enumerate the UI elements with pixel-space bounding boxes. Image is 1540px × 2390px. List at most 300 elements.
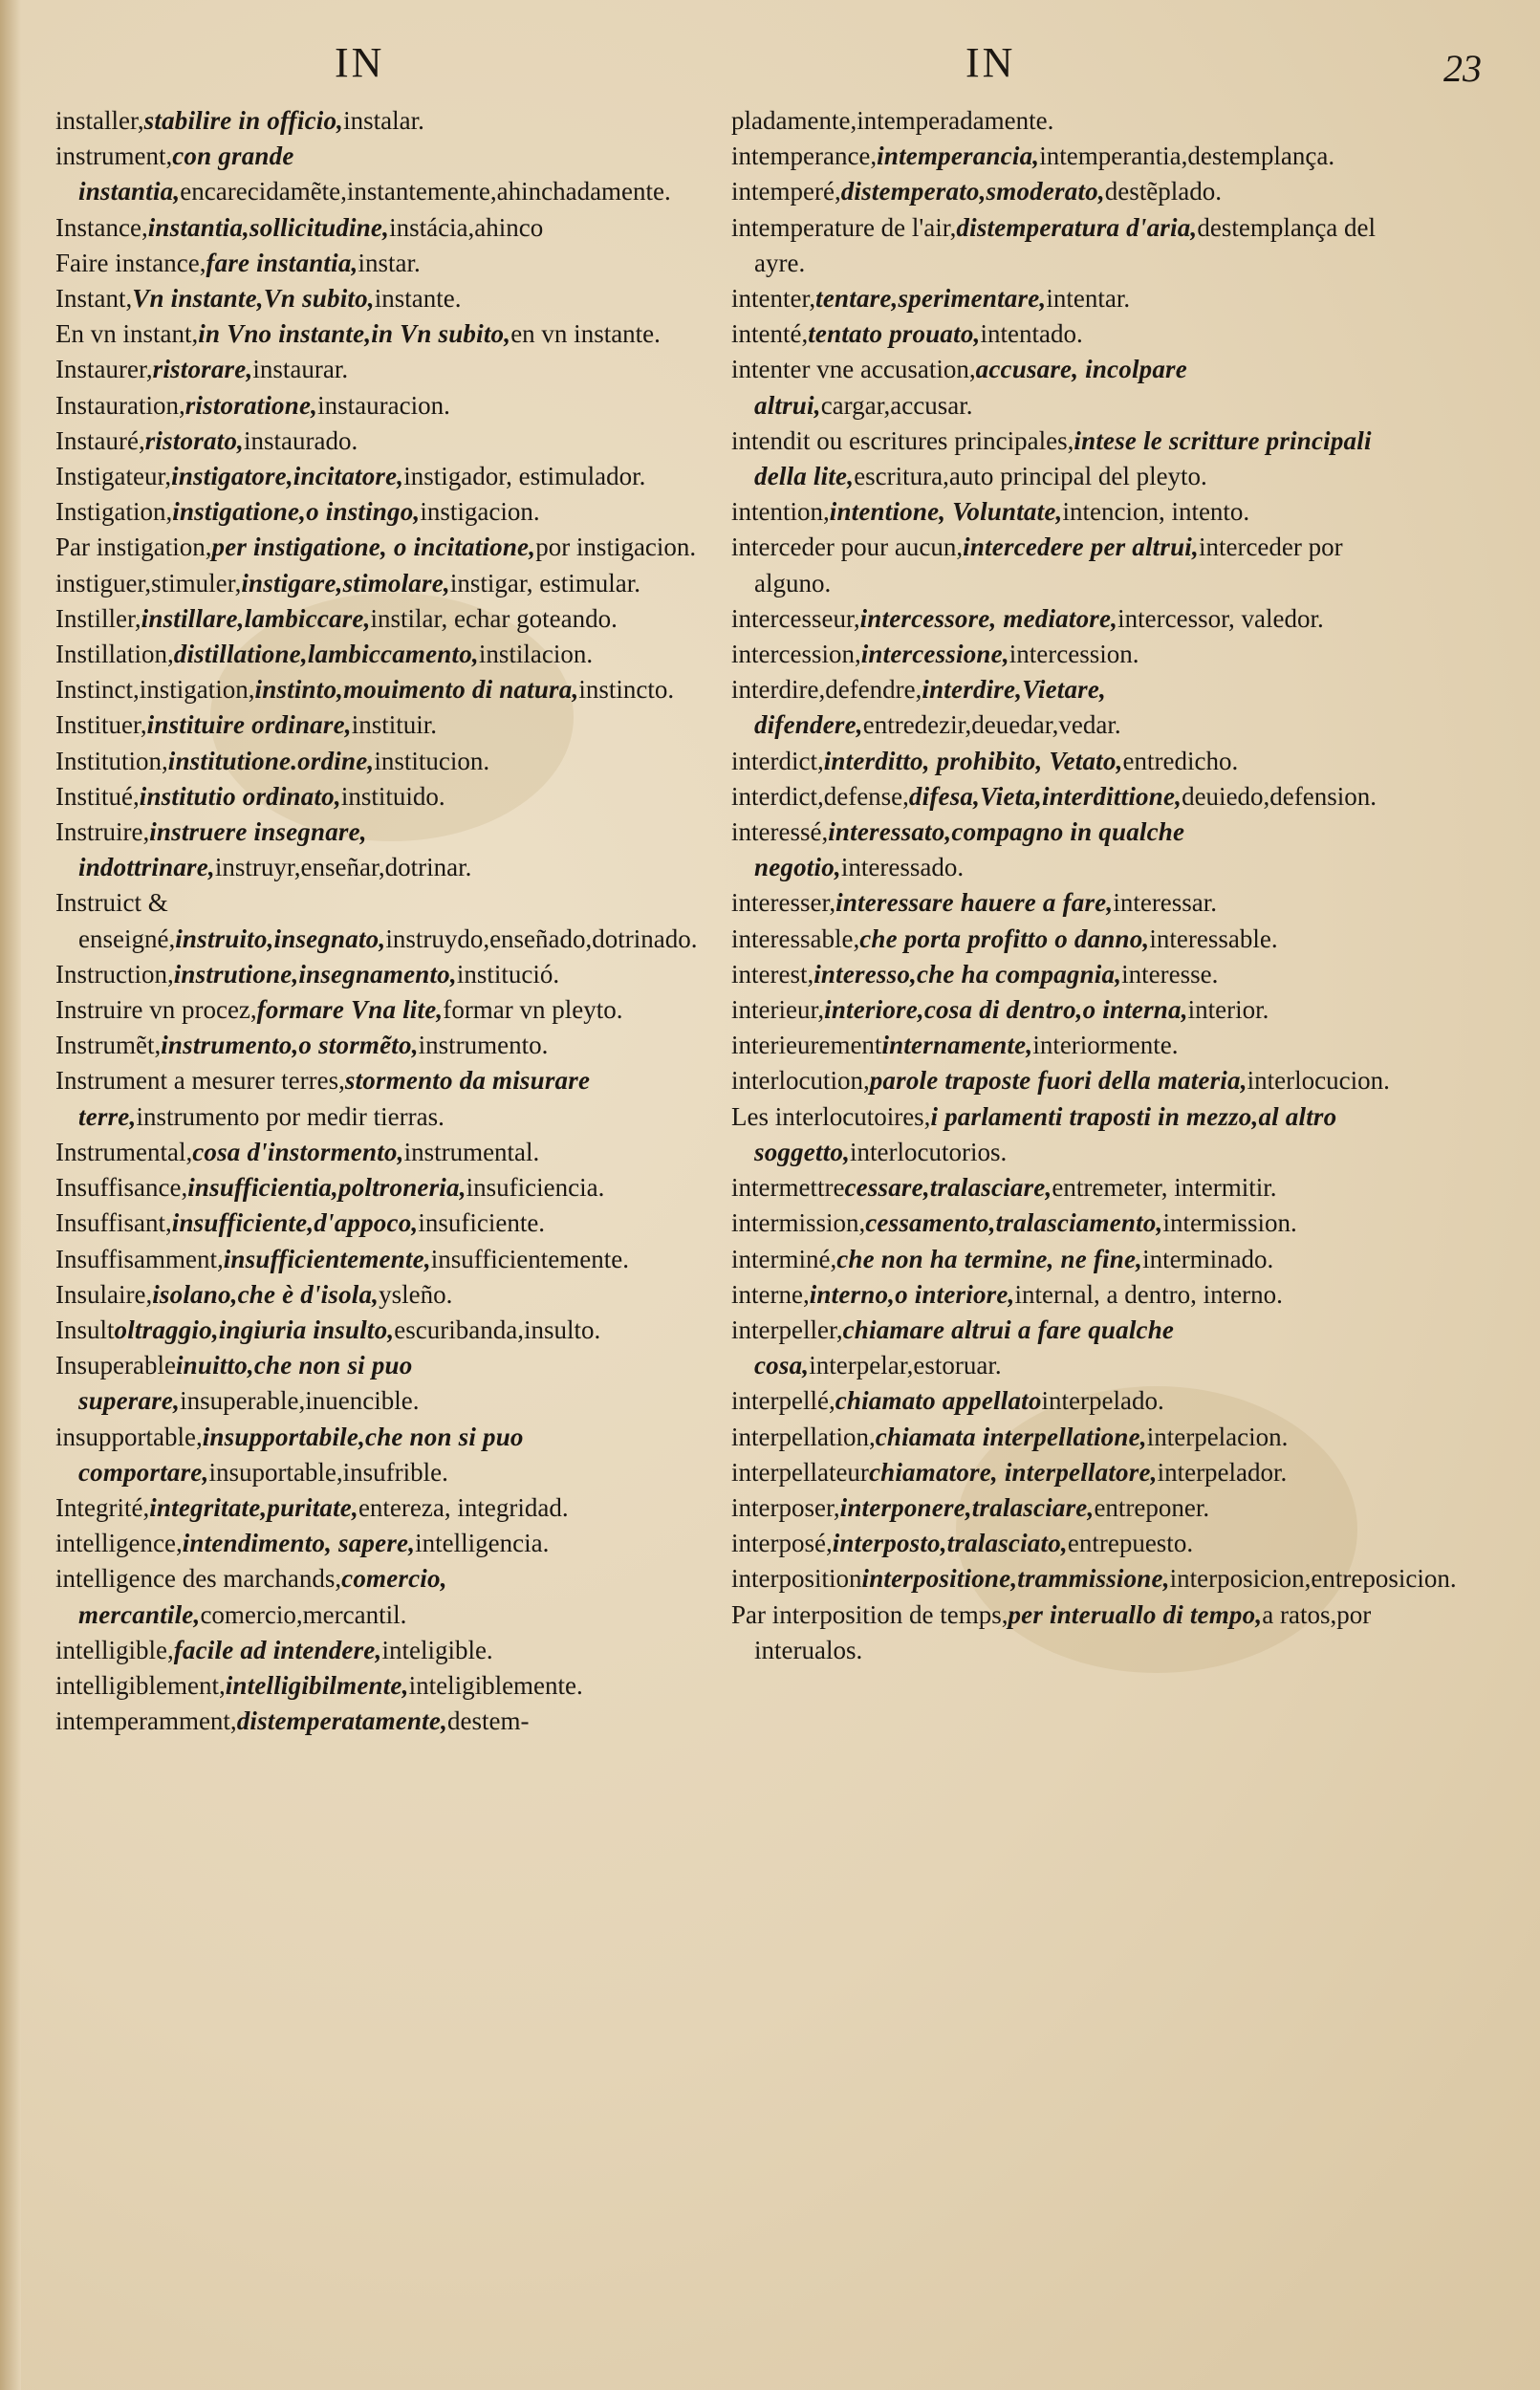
- dictionary-entry: [731, 637, 1391, 672]
- dictionary-entry: [55, 957, 725, 992]
- entry-spanish-gloss: interminado.: [1142, 1244, 1274, 1273]
- entry-spanish-gloss: a ratos,por interualos.: [754, 1599, 1372, 1664]
- entry-headword: interpeller,: [731, 1314, 843, 1344]
- dictionary-entry: [55, 779, 725, 815]
- dictionary-entry: [731, 1597, 1391, 1668]
- dictionary-entry: [731, 815, 1391, 885]
- entry-italian-gloss: parole traposte fuori della materia,: [869, 1066, 1247, 1096]
- entry-italian-gloss: interessare hauere a fare,: [835, 888, 1114, 918]
- dictionary-entry: [55, 139, 725, 209]
- entry-italian-gloss: distemperato,smoderato,: [840, 177, 1105, 206]
- entry-headword: Instigateur,: [55, 462, 172, 491]
- entry-italian-gloss: chiamare altrui a fare qualche cosa,: [754, 1314, 1175, 1380]
- dictionary-entry: [55, 1420, 725, 1490]
- entry-spanish-gloss: intemperantia,destemplança.: [1039, 141, 1335, 171]
- entry-italian-gloss: facile ad intendere,: [173, 1635, 382, 1664]
- entry-spanish-gloss: por instigacion.: [535, 532, 697, 562]
- entry-italian-gloss: accusare, incolpare altrui,: [754, 355, 1187, 420]
- dictionary-entry: [731, 139, 1391, 174]
- entry-italian-gloss: instituire ordinare,: [146, 710, 352, 740]
- entry-italian-gloss: intendimento, sapere,: [182, 1529, 416, 1558]
- entry-spanish-gloss: entremeter, intermitir.: [1052, 1173, 1277, 1203]
- entry-spanish-gloss: institució.: [456, 959, 560, 989]
- entry-italian-gloss: comercio, mercantile,: [78, 1564, 447, 1629]
- entry-headword: interlocution,: [731, 1066, 870, 1096]
- entry-headword: intemperamment,: [55, 1706, 237, 1736]
- entry-headword: interminé,: [731, 1244, 837, 1273]
- entry-italian-gloss: instinto,mouimento di natura,: [254, 675, 579, 705]
- entry-spanish-gloss: interpelacion.: [1146, 1422, 1289, 1451]
- dictionary-entry: [55, 494, 725, 530]
- dictionary-entry: [55, 1561, 725, 1632]
- entry-italian-gloss: internamente,: [881, 1031, 1033, 1060]
- entry-headword: Integrité,: [55, 1492, 150, 1522]
- entry-spanish-gloss: interlocucion.: [1247, 1066, 1390, 1096]
- dictionary-entry: [55, 1490, 725, 1526]
- entry-headword: Insuffisant,: [55, 1208, 172, 1238]
- entry-italian-gloss: interdire,Vietare, difendere,: [754, 675, 1106, 740]
- dictionary-entry: [731, 1099, 1391, 1170]
- entry-headword: intemperature de l'air,: [731, 212, 957, 242]
- dictionary-entry: [55, 388, 725, 424]
- entry-spanish-gloss: pladamente,intemperadamente.: [731, 106, 1054, 135]
- entry-spanish-gloss: interpelador.: [1157, 1457, 1288, 1487]
- entry-spanish-gloss: cargar,accusar.: [820, 390, 973, 420]
- entry-headword: Instrument a mesurer terres,: [55, 1066, 345, 1096]
- entry-headword: installer,: [55, 106, 144, 135]
- dictionary-entry: [55, 1242, 725, 1277]
- entry-headword: Instituer,: [55, 710, 147, 740]
- entry-italian-gloss: inuitto,che non si puo superare,: [78, 1351, 413, 1416]
- entry-italian-gloss: intercedere per altrui,: [963, 532, 1199, 562]
- entry-headword: interieur,: [731, 995, 825, 1025]
- entry-headword: interdict,: [731, 746, 824, 775]
- dictionary-entry: [55, 1028, 725, 1063]
- entry-italian-gloss: instrumento,o stormẽto,: [161, 1031, 419, 1060]
- entry-headword: Instigation,: [55, 497, 173, 527]
- entry-spanish-gloss: inteligible.: [381, 1635, 493, 1664]
- dictionary-entry: [55, 672, 725, 707]
- entry-italian-gloss: intercessore, mediatore,: [859, 603, 1118, 633]
- entry-spanish-gloss: formar vn pleyto.: [443, 995, 623, 1025]
- dictionary-entry: [731, 210, 1391, 281]
- dictionary-entry: [731, 922, 1391, 957]
- entry-italian-gloss: insufficientemente,: [223, 1244, 431, 1273]
- dictionary-entry: [731, 1383, 1391, 1419]
- entry-spanish-gloss: destem-: [447, 1706, 530, 1736]
- entry-italian-gloss: intemperancia,: [877, 141, 1040, 171]
- entry-italian-gloss: in Vno instante,in Vn subito,: [198, 319, 511, 349]
- entry-headword: instiguer,stimuler,: [55, 568, 242, 598]
- dictionary-entry: [731, 352, 1391, 423]
- entry-spanish-gloss: entreponer.: [1094, 1492, 1210, 1522]
- entry-spanish-gloss: insuperable,inuencible.: [180, 1386, 420, 1416]
- entry-spanish-gloss: insuportable,insufrible.: [208, 1457, 448, 1487]
- page-number: 23: [1443, 47, 1482, 90]
- entry-italian-gloss: insupportabile,che non si puo comportare,: [78, 1422, 524, 1487]
- entry-headword: intelligence,: [55, 1529, 183, 1558]
- dictionary-entry: [731, 957, 1391, 992]
- entry-headword: intelligiblement,: [55, 1670, 226, 1700]
- entry-headword: En vn instant,: [55, 319, 199, 349]
- entry-headword: Instillation,: [55, 640, 174, 669]
- entry-italian-gloss: che porta profitto o danno,: [859, 923, 1150, 953]
- dictionary-entry: [731, 1063, 1391, 1098]
- entry-italian-gloss: interno,o interiore,: [809, 1279, 1015, 1309]
- entry-headword: Institution,: [55, 746, 168, 775]
- entry-italian-gloss: interponere,tralasciare,: [839, 1492, 1095, 1522]
- dictionary-entry: [731, 494, 1391, 530]
- entry-headword: Instrumental,: [55, 1137, 193, 1166]
- entry-italian-gloss: instruere insegnare, indottrinare,: [78, 817, 367, 882]
- dictionary-entry: [55, 459, 725, 494]
- entry-headword: interesser,: [731, 888, 836, 918]
- entry-italian-gloss: distemperatamente,: [236, 1706, 448, 1736]
- entry-spanish-gloss: instrumento.: [418, 1031, 549, 1060]
- entry-spanish-gloss: instilacion.: [478, 640, 594, 669]
- entry-italian-gloss: interpositione,trammissione,: [861, 1564, 1170, 1594]
- entry-headword: interceder pour aucun,: [731, 532, 964, 562]
- entry-spanish-gloss: intentado.: [980, 319, 1083, 349]
- entry-headword: interdire,defendre,: [731, 675, 922, 705]
- entry-headword: Instant,: [55, 284, 133, 314]
- entry-headword: Instauré,: [55, 425, 145, 455]
- entry-headword: intendit ou escritures principales,: [731, 425, 1074, 455]
- entry-headword: intelligence des marchands,: [55, 1564, 342, 1594]
- entry-spanish-gloss: instincto.: [578, 675, 675, 705]
- entry-spanish-gloss: instituido.: [340, 781, 445, 811]
- dictionary-entry: [731, 1526, 1391, 1561]
- dictionary-entry: [731, 1277, 1391, 1313]
- entry-italian-gloss: instillare,lambiccare,: [141, 603, 371, 633]
- entry-italian-gloss: instigatore,incitatore,: [171, 462, 404, 491]
- dictionary-entry: [731, 1242, 1391, 1277]
- entry-spanish-gloss: instaurar.: [252, 355, 349, 384]
- entry-spanish-gloss: instauracion.: [317, 390, 450, 420]
- entry-spanish-gloss: intencion, intento.: [1062, 497, 1250, 527]
- entry-spanish-gloss: instrumento por medir tierras.: [136, 1101, 445, 1131]
- dictionary-entry: [55, 210, 725, 246]
- entry-headword: Insult: [55, 1314, 115, 1344]
- entry-italian-gloss: interiore,cosa di dentro,o interna,: [824, 995, 1188, 1025]
- entry-headword: intermission,: [731, 1208, 866, 1238]
- entry-spanish-gloss: instaurado.: [244, 425, 358, 455]
- entry-spanish-gloss: interpelado.: [1041, 1386, 1164, 1416]
- entry-italian-gloss: intelligibilmente,: [225, 1670, 409, 1700]
- dictionary-entry: [731, 1455, 1391, 1490]
- entry-headword: interposé,: [731, 1529, 833, 1558]
- entry-spanish-gloss: interceder por alguno.: [754, 532, 1343, 598]
- entry-headword: instrument,: [55, 141, 173, 171]
- dictionary-entry: [731, 281, 1391, 316]
- entry-italian-gloss: ristorare,: [152, 355, 253, 384]
- left-column: [55, 103, 725, 1739]
- entry-italian-gloss: interposto,tralasciato,: [832, 1529, 1068, 1558]
- entry-spanish-gloss: escritura,auto principal del pleyto.: [854, 462, 1207, 491]
- entry-headword: Insuperable: [55, 1351, 176, 1380]
- dictionary-entry: [55, 1277, 725, 1313]
- dictionary-entry: [731, 885, 1391, 921]
- dictionary-entry: [731, 424, 1391, 494]
- entry-spanish-gloss: interpelar,estoruar.: [809, 1351, 1002, 1380]
- entry-italian-gloss: instruito,insegnato,: [175, 923, 386, 953]
- dictionary-entry: [731, 1170, 1391, 1206]
- entry-italian-gloss: per interuallo di tempo,: [1008, 1599, 1263, 1629]
- entry-spanish-gloss: interessado.: [840, 853, 965, 882]
- entry-spanish-gloss: intelligencia.: [415, 1529, 550, 1558]
- entry-italian-gloss: i parlamenti traposti in mezzo,al altro soggetto,: [754, 1101, 1337, 1166]
- entry-headword: insupportable,: [55, 1422, 203, 1451]
- entry-spanish-gloss: institucion.: [374, 746, 490, 775]
- dictionary-entry: [55, 1668, 725, 1704]
- entry-spanish-gloss: interposicion,entreposicion.: [1169, 1564, 1457, 1594]
- entry-spanish-gloss: comercio,mercantil.: [200, 1599, 407, 1629]
- entry-italian-gloss: interessato,compagno in qualche negotio,: [754, 817, 1185, 882]
- entry-headword: interpellé,: [731, 1386, 835, 1416]
- entry-spanish-gloss: instalar.: [343, 106, 424, 135]
- entry-spanish-gloss: interiormente.: [1032, 1031, 1179, 1060]
- entry-headword: intermettre: [731, 1173, 845, 1203]
- entry-headword: intemperé,: [731, 177, 841, 206]
- dictionary-entry: [731, 1561, 1457, 1597]
- entry-headword: Instruire vn procez,: [55, 995, 257, 1025]
- dictionary-entry: [731, 174, 1391, 209]
- entry-italian-gloss: difesa,Vieta,interdittione,: [908, 781, 1182, 811]
- dictionary-entry: [731, 601, 1391, 637]
- entry-headword: intention,: [731, 497, 830, 527]
- entry-headword: Instrumẽt,: [55, 1031, 162, 1060]
- entry-headword: intercession,: [731, 640, 861, 669]
- entry-spanish-gloss: deuiedo,defension.: [1182, 781, 1377, 811]
- dictionary-entry: [55, 424, 725, 459]
- dictionary-entry: [55, 1170, 725, 1206]
- entry-spanish-gloss: inteligiblemente.: [408, 1670, 583, 1700]
- right-column: [731, 103, 1457, 1668]
- entry-italian-gloss: chiamatore, interpellatore,: [868, 1457, 1158, 1487]
- entry-italian-gloss: insufficientia,poltroneria,: [187, 1173, 466, 1203]
- entry-headword: Insuffisamment,: [55, 1244, 224, 1273]
- entry-italian-gloss: per instigatione, o incitatione,: [211, 532, 536, 562]
- entry-spanish-gloss: entredezir,deuedar,vedar.: [862, 710, 1121, 740]
- entry-spanish-gloss: destẽplado.: [1104, 177, 1223, 206]
- dictionary-entry: [55, 103, 725, 139]
- entry-headword: intercesseur,: [731, 603, 860, 633]
- entry-spanish-gloss: instituir.: [351, 710, 437, 740]
- dictionary-entry: [731, 1028, 1391, 1063]
- entry-spanish-gloss: destemplança del ayre.: [754, 212, 1377, 277]
- entry-spanish-gloss: intercessor, valedor.: [1117, 603, 1324, 633]
- entry-spanish-gloss: insuficiencia.: [466, 1173, 605, 1203]
- entry-spanish-gloss: instigador, estimulador.: [403, 462, 646, 491]
- entry-spanish-gloss: interlocutorios.: [850, 1137, 1008, 1166]
- entry-spanish-gloss: intercession.: [1009, 640, 1139, 669]
- entry-italian-gloss: intese le scritture principali della lite,: [754, 425, 1372, 491]
- entry-headword: intenter vne accusation,: [731, 355, 976, 384]
- entry-headword: interpellateur: [731, 1457, 869, 1487]
- dictionary-entry: [731, 744, 1391, 779]
- entry-italian-gloss: ristoratione,: [184, 390, 318, 420]
- page-spine-shadow: [0, 0, 21, 2390]
- entry-italian-gloss: tentato prouato,: [808, 319, 981, 349]
- entry-headword: Par interposition de temps,: [731, 1599, 1009, 1629]
- entry-spanish-gloss: intentar.: [1046, 284, 1131, 314]
- entry-headword: intenté,: [731, 319, 809, 349]
- dictionary-entry: [55, 885, 725, 956]
- entry-headword: Par instigation,: [55, 532, 212, 562]
- dictionary-entry: [55, 352, 725, 387]
- entry-italian-gloss: chiamata interpellatione,: [875, 1422, 1147, 1451]
- entry-spanish-gloss: entredicho.: [1122, 746, 1239, 775]
- entry-headword: intenter,: [731, 284, 816, 314]
- entry-italian-gloss: tentare,sperimentare,: [815, 284, 1047, 314]
- dictionary-entry: [731, 530, 1391, 600]
- entry-italian-gloss: instigare,stimolare,: [241, 568, 450, 598]
- entry-headword: intemperance,: [731, 141, 878, 171]
- dictionary-entry: [55, 281, 725, 316]
- entry-headword: interieurement: [731, 1031, 882, 1060]
- entry-spanish-gloss: en vn instante.: [510, 319, 661, 349]
- entry-spanish-gloss: interessar.: [1113, 888, 1218, 918]
- dictionary-entry: [55, 1526, 725, 1561]
- dictionary-entry: [55, 316, 725, 352]
- entry-italian-gloss: institutio ordinato,: [139, 781, 341, 811]
- entry-headword: Instruire,: [55, 817, 150, 847]
- entry-headword: Insuffisance,: [55, 1173, 188, 1203]
- entry-italian-gloss: che non ha termine, ne fine,: [836, 1244, 1143, 1273]
- dictionary-entry: [731, 1490, 1391, 1526]
- entry-spanish-gloss: internal, a dentro, interno.: [1014, 1279, 1283, 1309]
- entry-spanish-gloss: instigacion.: [420, 497, 540, 527]
- entry-italian-gloss: con grande instantia,: [78, 141, 294, 206]
- entry-headword: Instauration,: [55, 390, 185, 420]
- entry-italian-gloss: institutione.ordine,: [167, 746, 375, 775]
- entry-italian-gloss: instigatione,o instingo,: [172, 497, 421, 527]
- running-head-right: IN: [965, 39, 1016, 86]
- entry-italian-gloss: Vn instante,Vn subito,: [132, 284, 375, 314]
- dictionary-entry: [731, 1420, 1391, 1455]
- entry-spanish-gloss: escuribanda,insulto.: [394, 1314, 601, 1344]
- entry-spanish-gloss: instácia,ahinco: [389, 212, 544, 242]
- entry-headword: Instruction,: [55, 959, 174, 989]
- entry-headword: Instiller,: [55, 603, 141, 633]
- dictionary-entry: [55, 246, 725, 281]
- entry-spanish-gloss: entrepuesto.: [1067, 1529, 1194, 1558]
- dictionary-entry: [55, 530, 725, 565]
- dictionary-entry: [55, 566, 725, 601]
- entry-headword: Instruict & enseigné,: [55, 888, 176, 953]
- entry-headword: Institué,: [55, 781, 140, 811]
- entry-headword: interdict,defense,: [731, 781, 909, 811]
- entry-headword: Faire instance,: [55, 248, 206, 277]
- dictionary-entry: [731, 316, 1391, 352]
- entry-spanish-gloss: instruydo,enseñado,dotrinado.: [385, 923, 698, 953]
- entry-headword: interpellation,: [731, 1422, 876, 1451]
- entry-italian-gloss: integritate,puritate,: [149, 1492, 358, 1522]
- entry-spanish-gloss: encarecidamẽte,instantemente,ahinchadamente.: [180, 177, 671, 206]
- dictionary-entry: [55, 744, 725, 779]
- entry-headword: interne,: [731, 1279, 810, 1309]
- dictionary-entry: [55, 1633, 725, 1668]
- entry-spanish-gloss: ysleño.: [379, 1279, 453, 1309]
- entry-italian-gloss: oltraggio,ingiuria insulto,: [114, 1314, 395, 1344]
- entry-italian-gloss: stabilire in officio,: [143, 106, 344, 135]
- running-head-left: IN: [335, 39, 385, 86]
- entry-spanish-gloss: entereza, integridad.: [358, 1492, 569, 1522]
- entry-italian-gloss: distemperatura d'aria,: [956, 212, 1198, 242]
- entry-spanish-gloss: instrumental.: [403, 1137, 540, 1166]
- dictionary-entry: [55, 637, 725, 672]
- entry-headword: Les interlocutoires,: [731, 1101, 931, 1131]
- entry-italian-gloss: cessamento,tralasciamento,: [865, 1208, 1163, 1238]
- entry-italian-gloss: instantia,sollicitudine,: [147, 212, 390, 242]
- dictionary-entry: [55, 601, 725, 637]
- dictionary-entry: [55, 1206, 725, 1241]
- entry-headword: intelligible,: [55, 1635, 174, 1664]
- dictionary-entry: [55, 1348, 725, 1419]
- entry-spanish-gloss: insufficientemente.: [430, 1244, 629, 1273]
- dictionary-entry: [731, 103, 1391, 139]
- entry-headword: interest,: [731, 959, 814, 989]
- entry-headword: Instance,: [55, 212, 148, 242]
- entry-italian-gloss: cessare,tralasciare,: [844, 1173, 1052, 1203]
- entry-italian-gloss: insufficiente,d'appoco,: [171, 1208, 419, 1238]
- entry-italian-gloss: ristorato,: [144, 425, 244, 455]
- entry-italian-gloss: intercessione,: [860, 640, 1009, 669]
- entry-italian-gloss: instrutione,insegnamento,: [173, 959, 457, 989]
- entry-headword: Insulaire,: [55, 1279, 153, 1309]
- dictionary-entry: [55, 992, 725, 1028]
- entry-headword: interessable,: [731, 923, 860, 953]
- dictionary-entry: [731, 1206, 1391, 1241]
- entry-spanish-gloss: instigar, estimular.: [449, 568, 640, 598]
- entry-italian-gloss: cosa d'instormento,: [192, 1137, 404, 1166]
- entry-spanish-gloss: instante.: [374, 284, 462, 314]
- entry-spanish-gloss: intermission.: [1162, 1208, 1297, 1238]
- dictionary-entry: [731, 1313, 1391, 1383]
- entry-spanish-gloss: instruyr,enseñar,dotrinar.: [214, 853, 472, 882]
- dictionary-entry: [55, 1704, 725, 1739]
- entry-italian-gloss: fare instantia,: [206, 248, 358, 277]
- dictionary-entry: [55, 1063, 725, 1134]
- entry-headword: Instaurer,: [55, 355, 153, 384]
- entry-italian-gloss: formare Vna lite,: [256, 995, 444, 1025]
- entry-spanish-gloss: interesse.: [1121, 959, 1219, 989]
- dictionary-entry: [55, 707, 725, 743]
- entry-italian-gloss: isolano,che è d'isola,: [152, 1279, 380, 1309]
- dictionary-entry: [55, 815, 725, 885]
- dictionary-entry: [731, 672, 1391, 743]
- dictionary-entry: [731, 992, 1391, 1028]
- entry-italian-gloss: interesso,che ha compagnia,: [813, 959, 1122, 989]
- entry-italian-gloss: intentione, Voluntate,: [829, 497, 1063, 527]
- entry-italian-gloss: interditto, prohibito, Vetato,: [823, 746, 1123, 775]
- entry-headword: interposition: [731, 1564, 862, 1594]
- entry-italian-gloss: chiamato appellato: [835, 1386, 1042, 1416]
- entry-spanish-gloss: interior.: [1187, 995, 1269, 1025]
- entry-headword: interposer,: [731, 1492, 840, 1522]
- dictionary-entry: [55, 1313, 725, 1348]
- entry-italian-gloss: distillatione,lambiccamento,: [173, 640, 479, 669]
- entry-spanish-gloss: interessable.: [1149, 923, 1278, 953]
- entry-spanish-gloss: insuficiente.: [418, 1208, 546, 1238]
- entry-spanish-gloss: instar.: [358, 248, 421, 277]
- entry-headword: interessé,: [731, 817, 829, 847]
- entry-spanish-gloss: instilar, echar goteando.: [370, 603, 618, 633]
- dictionary-entry: [55, 1135, 725, 1170]
- entry-italian-gloss: stormento da misurare terre,: [78, 1066, 591, 1131]
- dictionary-entry: [731, 779, 1391, 815]
- entry-headword: Instinct,instigation,: [55, 675, 255, 705]
